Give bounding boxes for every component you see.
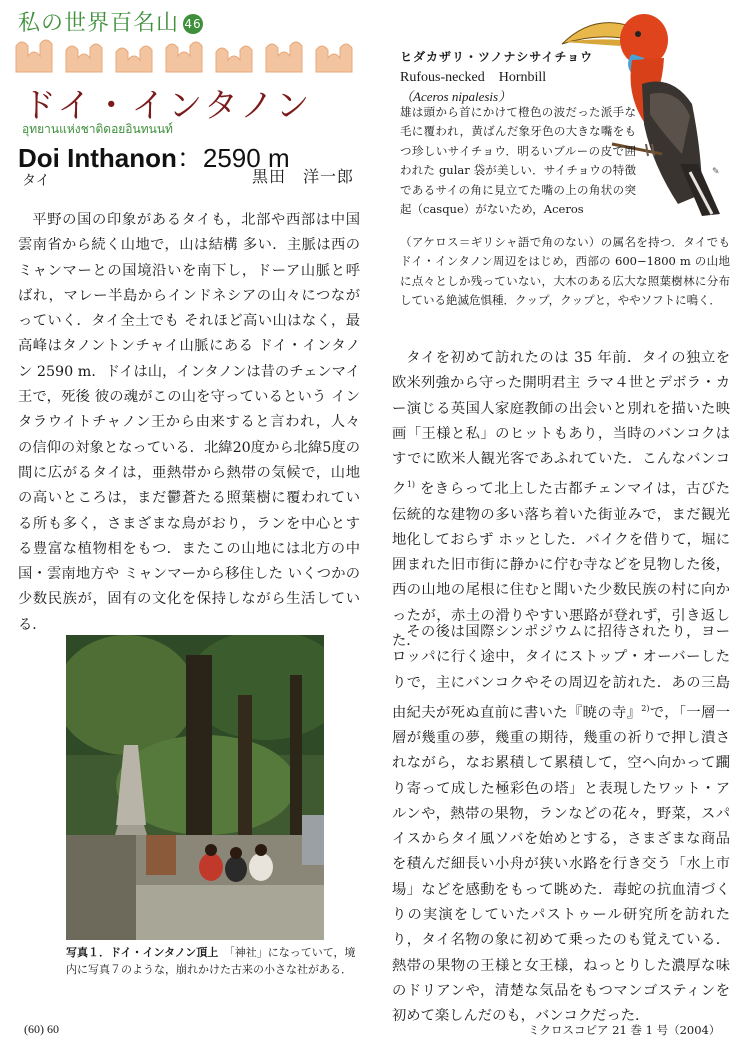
bird-name-scientific: （Aceros nipalesis） [400,89,512,104]
page-number: (60) 60 [24,1022,59,1036]
article-paragraph-2 [392,346,730,654]
country: タイ [22,173,50,189]
svg-text:✎: ✎ [712,167,720,177]
paragraph-3-rest: で，「一層一層が幾重の夢，幾重の期待，幾重の祈りで押し潰されながら，なお累積して累積して，空へ向かって躙り寄って成した極彩色の塔」と表現したワット・アルンや，熱帯の果物，ランなどの花々，野菜，スパイスからタイ風ソバを始めとする，さまざまな商品を積んだ細長い小舟が狭い水路を行き交う「水上市場」などを感動をもって眺めた．毒蛇の抗血清づくりの実演をしていたパストゥール研究所を訪れたり，タイ名物の象に初めて乗ったのも覚えている．熱帯の果物の王様と女王様，ねっとりした濃厚な味のドリアンや，清楚な気品をもつマンゴスティンを初めて楽しんだのも，バンコクだった． [392,704,730,1025]
paragraph-3-start: その後は国際シンポジウムに招待されたり，ヨーロッパに行く途中，タイにストップ・オーバーしたりで，主にバンコクやその周辺を訪れた．あの三島由紀夫が死ぬ直前に書いた『暁の寺』 [392,624,730,721]
title-english-name: Doi Inthanon [18,143,177,173]
photo-caption-label: 写真１．ドイ・インタノン頂上 [66,946,219,959]
title-separator: ： [176,143,203,173]
bird-description-2: （アケロス＝ギリシャ語で角のない）の属名を持つ．タイでもドイ・インタノン周辺をはじめ，西部の 600−1800 m の山地に点々としか残っていない，大木のある広大な照葉樹林に分布している絶滅危惧種．クップ，クップと，ややソフトに鳴く． [400,235,730,308]
series-number-badge: 46 [183,14,203,34]
bird-name-english: Rufous-necked Hornbill [400,70,547,85]
paragraph-2-rest: をきらって北上した古都チェンマイは，古びた伝統的な建物の多い落ち着いた街並みで，まだ観光地化しておらず ホッとした．バイクを借りて，堀に囲まれた旧市街に静かに佇む寺などを見物した後，西の山地の尾根に住むと聞いた少数民族の村に向かったが，赤土の滑りやすい悪路が登れず，引き返した． [392,481,731,650]
article-paragraph-1: 平野の国の印象があるタイも，北部や西部は中国雲南省から続く山地で，山は結構 多い．主脈は西のミャンマーとの国境沿いを南下し，ドーア山脈と呼ばれ，マレー半島からインドネシアの山々につながっていく．タイ全土でも それほど高い山はなく，最高峰はタノントンチャイ山脈にある ドイ・インタノン 2590 m．ドイは山，インタノンは昔のチェンマイ王で，死後 彼の魂がこの山を守っているという インタラウイトチャノン王から由来すると言われ，人々の信仰の対象となっている．北緯20度から北緯5度の間に広がるタイは，亜熱帯から熱帯の気候で，山地の高いところは，まだ鬱蒼たる照葉樹に覆われている所も多く，さまざまな鳥がおり，ランを中心とする豊富な植物相をもつ．またこの山地には北方の中国・雲南地方や ミャンマーから移住した いくつかの少数民族が，固有の文化を保持しながら生活している． [18,212,360,633]
author: 黒田 洋一郎 [252,167,355,186]
footnote-ref-2: 2) [641,703,650,713]
elevation: 2590 m [202,143,290,173]
photo-caption-text: 「神社」になっていて，境内に写真７のような，崩れかけた古来の小さな社がある． [66,946,356,976]
title-thai: อุทยานแห่งชาติดอยอินทนนท์ [22,122,173,136]
footnote-ref-1: 1) [406,480,416,490]
bird-description-1: 雄は頭から首にかけて橙色の波だった派手な毛に覆われ，黄ばんだ象牙色の大きな嘴をもつ珍しいサイチョウ．明るいブルーの皮で囲われた gular 袋が美しい．サイチョウの特徴であるサイの角に見立てた嘴の上の角状の突起（casque）がないため，Aceros [400,105,636,217]
photo-caption [66,944,356,978]
bird-name-japanese: ヒダカザリ・ツノナシサイチョウ [400,50,594,64]
article-paragraph-3 [392,620,730,1030]
paragraph-2-start: タイを初めて訪れたのは 35 年前．タイの独立を欧米列強から守った開明君主 ラマ４世とデボラ・カー演じる英国人家庭教師の出会いと別れを描いた映画「王様と私」のヒットもあり，当時のバンコクは すでに欧米人観光客であふれていた．こんなバンコク [392,350,730,498]
series-title [18,6,203,37]
mountain-decoration-icon [14,36,366,76]
title-english [18,138,290,175]
journal-citation: ミクロスコピア 21 巻 1 号（2004） [528,1023,721,1037]
series-title-text: 私の世界百名山 [18,11,180,36]
summit-shrine-photo [66,635,324,940]
page-title: ドイ・インタノン [22,86,313,126]
